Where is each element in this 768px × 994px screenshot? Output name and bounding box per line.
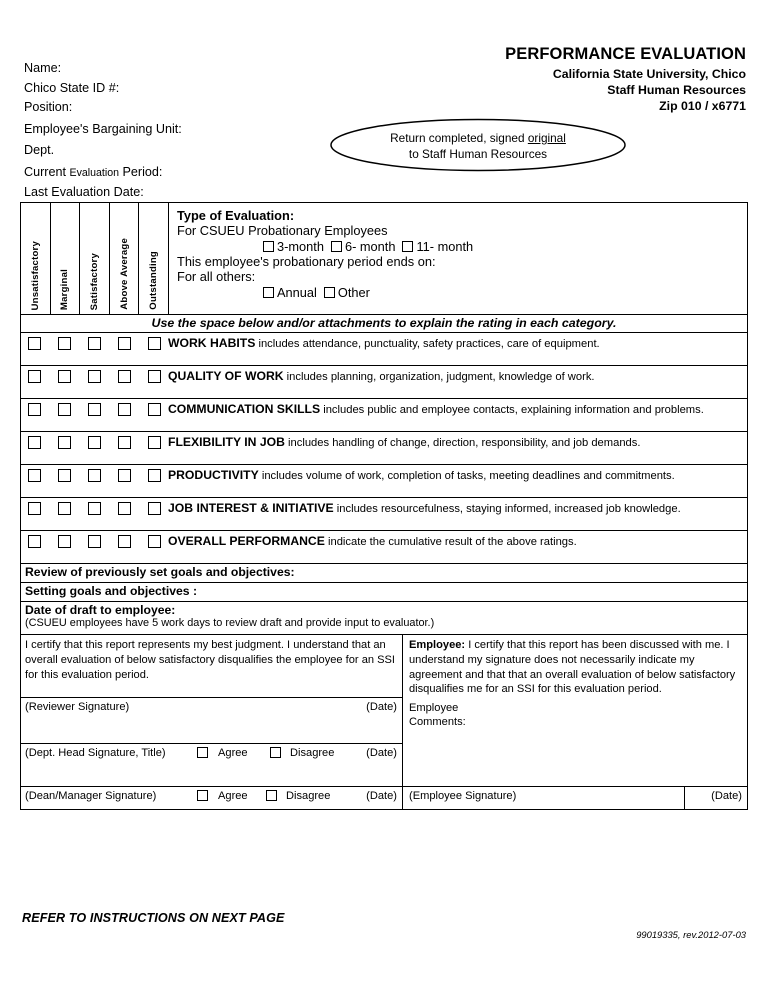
field-label-name: Name: bbox=[24, 61, 62, 75]
category-text bbox=[168, 402, 704, 416]
label-annual: Annual bbox=[277, 284, 317, 300]
employee-signature-divider bbox=[684, 787, 685, 809]
checkbox-dean-manager-disagree[interactable] bbox=[266, 790, 277, 801]
date-of-draft-label: Date of draft to employee: bbox=[25, 602, 176, 617]
stamp-line-1 bbox=[329, 131, 627, 147]
rating-label-unsatisfactory: Unsatisfactory bbox=[29, 240, 41, 310]
checkbox-other[interactable] bbox=[324, 287, 335, 298]
label-dept-head-disagree: Disagree bbox=[290, 746, 335, 759]
category-title: OVERALL PERFORMANCE bbox=[168, 534, 325, 549]
evaluation-table bbox=[20, 202, 748, 810]
category-description: includes resourcefulness, staying informed, increased job knowledge. bbox=[333, 503, 681, 516]
instructions-banner: Use the space below and/or attachments to explain the rating in each category. bbox=[21, 315, 747, 333]
dean-manager-signature-label: (Dean/Manager Signature) bbox=[25, 789, 157, 802]
checkbox-quality-of-work-outstanding[interactable] bbox=[148, 370, 161, 383]
form-header bbox=[0, 0, 768, 199]
employee-comments-label: Employee Comments: bbox=[409, 701, 466, 729]
label-3-month: 3-month bbox=[277, 238, 324, 254]
category-description: includes planning, organization, judgment, knowledge of work. bbox=[283, 371, 595, 384]
stamp-line-1-pre: Return completed, signed bbox=[390, 131, 528, 145]
checkbox-productivity-outstanding[interactable] bbox=[148, 469, 161, 482]
checkbox-dean-manager-agree[interactable] bbox=[197, 790, 208, 801]
stamp-text bbox=[329, 131, 627, 163]
category-row-job-interest-initiative bbox=[21, 498, 747, 531]
reviewer-column bbox=[21, 635, 403, 809]
checkbox-quality-of-work-above-average[interactable] bbox=[118, 370, 131, 383]
employee-signature-label: (Employee Signature) bbox=[409, 789, 517, 802]
field-label-chico-state-id: Chico State ID #: bbox=[24, 80, 120, 95]
rating-checkbox-group bbox=[21, 469, 171, 485]
header-right-block bbox=[505, 44, 746, 114]
category-row-productivity bbox=[21, 465, 747, 498]
checkbox-communication-skills-above-average[interactable] bbox=[118, 403, 131, 416]
employee-signature-row[interactable] bbox=[403, 787, 747, 809]
checkbox-overall-performance-above-average[interactable] bbox=[118, 535, 131, 548]
rating-label-outstanding: Outstanding bbox=[148, 251, 160, 310]
category-text bbox=[168, 468, 675, 482]
label-11-month: 11- month bbox=[416, 238, 474, 254]
rating-checkbox-group bbox=[21, 370, 171, 386]
setting-goals-row[interactable]: Setting goals and objectives : bbox=[21, 583, 747, 602]
checkbox-flexibility-in-job-above-average[interactable] bbox=[118, 436, 131, 449]
category-title: JOB INTEREST & INITIATIVE bbox=[168, 501, 334, 516]
organization-name: California State University, Chico bbox=[552, 66, 746, 81]
category-title: COMMUNICATION SKILLS bbox=[168, 402, 321, 417]
dean-manager-signature-row[interactable] bbox=[21, 787, 402, 809]
date-of-draft-note: (CSUEU employees have 5 work days to review draft and provide input to evaluator.) bbox=[25, 617, 435, 630]
checkbox-communication-skills-outstanding[interactable] bbox=[148, 403, 161, 416]
checkbox-quality-of-work-unsatisfactory[interactable] bbox=[28, 370, 41, 383]
category-title: FLEXIBILITY IN JOB bbox=[168, 435, 285, 450]
return-instructions-stamp bbox=[329, 118, 627, 172]
employee-statement-lead: Employee: bbox=[409, 638, 466, 651]
checkbox-job-interest-satisfactory[interactable] bbox=[88, 502, 101, 515]
rating-label-above-average: Above Average bbox=[118, 238, 130, 310]
checkbox-overall-performance-satisfactory[interactable] bbox=[88, 535, 101, 548]
field-label-last-evaluation-date: Last Evaluation Date: bbox=[24, 184, 144, 199]
rating-column-satisfactory bbox=[80, 203, 110, 314]
rating-column-outstanding bbox=[139, 203, 168, 314]
checkbox-job-interest-marginal[interactable] bbox=[58, 502, 71, 515]
rating-checkbox-group bbox=[21, 502, 171, 518]
reviewer-certification-statement: I certify that this report represents my best judgment. I understand that an overall evaluation of below satisfactory disqualifies the employee for an SSI for this evaluation period. bbox=[21, 635, 402, 698]
employee-statement-body: I certify that this report has been discussed with me. I understand my signature does not necessarily indicate my agreement and that that an overall evaluation of below satisfactory disqualifies me for an SSI for this evaluation period. bbox=[409, 638, 736, 696]
checkbox-productivity-satisfactory[interactable] bbox=[88, 469, 101, 482]
rating-column-headers bbox=[21, 203, 169, 314]
category-description: includes attendance, punctuality, safety practices, care of equipment. bbox=[255, 338, 600, 351]
checkbox-work-habits-outstanding[interactable] bbox=[148, 337, 161, 350]
dept-head-signature-date-label: (Date) bbox=[366, 746, 397, 759]
field-label-current-evaluation-period bbox=[24, 166, 182, 179]
rating-column-marginal bbox=[51, 203, 81, 314]
checkbox-productivity-unsatisfactory[interactable] bbox=[28, 469, 41, 482]
label-6-month: 6- month bbox=[344, 238, 396, 254]
checkbox-work-habits-marginal[interactable] bbox=[58, 337, 71, 350]
reviewer-signature-label: (Reviewer Signature) bbox=[25, 700, 130, 713]
current-period-small: Evaluation bbox=[69, 166, 119, 179]
label-dean-manager-agree: Agree bbox=[218, 789, 248, 802]
category-description: indicate the cumulative result of the above ratings. bbox=[324, 536, 577, 549]
current-period-pre: Current bbox=[24, 164, 70, 179]
checkbox-work-habits-above-average[interactable] bbox=[118, 337, 131, 350]
rating-label-satisfactory: Satisfactory bbox=[88, 252, 100, 310]
category-row-flexibility-in-job bbox=[21, 432, 747, 465]
csueu-probationary-line: For CSUEU Probationary Employees bbox=[177, 223, 388, 239]
rating-checkbox-group bbox=[21, 535, 171, 551]
checkbox-dept-head-disagree[interactable] bbox=[270, 747, 281, 758]
checkbox-quality-of-work-satisfactory[interactable] bbox=[88, 370, 101, 383]
stamp-line-2: to Staff Human Resources bbox=[408, 146, 548, 161]
field-label-dept: Dept. bbox=[24, 143, 55, 158]
label-dept-head-agree: Agree bbox=[218, 746, 248, 759]
other-options-row bbox=[177, 285, 747, 300]
checkbox-overall-performance-unsatisfactory[interactable] bbox=[28, 535, 41, 548]
category-description: includes public and employee contacts, explaining information and problems. bbox=[320, 404, 704, 417]
category-text bbox=[168, 336, 600, 350]
employee-column bbox=[403, 635, 747, 809]
checkbox-6-month[interactable] bbox=[331, 241, 342, 252]
checkbox-job-interest-above-average[interactable] bbox=[118, 502, 131, 515]
type-of-evaluation-block bbox=[169, 203, 747, 314]
employee-certification-statement bbox=[403, 635, 747, 698]
checkbox-quality-of-work-marginal[interactable] bbox=[58, 370, 71, 383]
probationary-period-ends-line: This employee's probationary period ends on: bbox=[177, 254, 436, 270]
review-goals-row[interactable]: Review of previously set goals and objectives: bbox=[21, 564, 747, 583]
checkbox-overall-performance-outstanding[interactable] bbox=[148, 535, 161, 548]
category-description: includes handling of change, direction, responsibility, and job demands. bbox=[284, 437, 641, 450]
type-of-evaluation-heading: Type of Evaluation: bbox=[177, 208, 295, 223]
category-text bbox=[168, 369, 595, 383]
checkbox-flexibility-in-job-unsatisfactory[interactable] bbox=[28, 436, 41, 449]
checkbox-3-month[interactable] bbox=[263, 241, 274, 252]
date-of-draft-row[interactable] bbox=[21, 602, 747, 635]
checkbox-communication-skills-satisfactory[interactable] bbox=[88, 403, 101, 416]
category-title: QUALITY OF WORK bbox=[168, 369, 284, 384]
rating-column-above-average bbox=[110, 203, 140, 314]
rating-column-unsatisfactory bbox=[21, 203, 51, 314]
checkbox-work-habits-satisfactory[interactable] bbox=[88, 337, 101, 350]
for-all-others-line: For all others: bbox=[177, 269, 256, 285]
category-row-overall-performance bbox=[21, 531, 747, 564]
checkbox-flexibility-in-job-marginal[interactable] bbox=[58, 436, 71, 449]
dept-head-signature-row[interactable] bbox=[21, 744, 402, 787]
current-period-post: Period: bbox=[118, 164, 163, 179]
stamp-original-underlined: original bbox=[527, 131, 566, 145]
label-other: Other bbox=[337, 284, 370, 300]
checkbox-overall-performance-marginal[interactable] bbox=[58, 535, 71, 548]
rating-label-marginal: Marginal bbox=[59, 268, 71, 310]
category-description: includes volume of work, completion of tasks, meeting deadlines and commitments. bbox=[258, 470, 675, 483]
category-title: WORK HABITS bbox=[168, 336, 256, 351]
department-name: Staff Human Resources bbox=[607, 82, 746, 97]
checkbox-flexibility-in-job-satisfactory[interactable] bbox=[88, 436, 101, 449]
field-label-position: Position: bbox=[24, 100, 73, 115]
checkbox-communication-skills-unsatisfactory[interactable] bbox=[28, 403, 41, 416]
checkbox-job-interest-unsatisfactory[interactable] bbox=[28, 502, 41, 515]
checkbox-dept-head-agree[interactable] bbox=[197, 747, 208, 758]
rating-checkbox-group bbox=[21, 403, 171, 419]
certification-section bbox=[21, 635, 747, 809]
dept-head-signature-label: (Dept. Head Signature, Title) bbox=[25, 746, 166, 759]
label-dean-manager-disagree: Disagree bbox=[286, 789, 331, 802]
category-text bbox=[168, 534, 577, 548]
checkbox-job-interest-outstanding[interactable] bbox=[148, 502, 161, 515]
document-id-revision: 99019335, rev.2012-07-03 bbox=[636, 929, 746, 940]
checkbox-productivity-marginal[interactable] bbox=[58, 469, 71, 482]
category-text bbox=[168, 435, 640, 449]
reviewer-signature-row[interactable] bbox=[21, 698, 402, 744]
checkbox-work-habits-unsatisfactory[interactable] bbox=[28, 337, 41, 350]
rating-headers-and-type-block bbox=[21, 203, 747, 315]
category-row-communication-skills bbox=[21, 399, 747, 432]
field-label-bargaining-unit: Employee's Bargaining Unit: bbox=[24, 121, 182, 136]
refer-to-instructions-note: REFER TO INSTRUCTIONS ON NEXT PAGE bbox=[22, 911, 285, 925]
probationary-options-row bbox=[177, 239, 747, 254]
header-field-labels bbox=[24, 62, 182, 205]
category-title: PRODUCTIVITY bbox=[168, 468, 259, 483]
checkbox-annual[interactable] bbox=[263, 287, 274, 298]
reviewer-signature-date-label: (Date) bbox=[366, 700, 397, 713]
rating-checkbox-group bbox=[21, 337, 171, 353]
checkbox-productivity-above-average[interactable] bbox=[118, 469, 131, 482]
zip-extension: Zip 010 / x6771 bbox=[659, 99, 746, 114]
category-row-quality-of-work bbox=[21, 366, 747, 399]
page-title: PERFORMANCE EVALUATION bbox=[505, 45, 746, 63]
category-row-work-habits bbox=[21, 333, 747, 366]
checkbox-11-month[interactable] bbox=[402, 241, 413, 252]
rating-checkbox-group bbox=[21, 436, 171, 452]
category-text bbox=[168, 501, 681, 515]
checkbox-flexibility-in-job-outstanding[interactable] bbox=[148, 436, 161, 449]
employee-signature-date-label: (Date) bbox=[711, 789, 742, 802]
checkbox-communication-skills-marginal[interactable] bbox=[58, 403, 71, 416]
dean-manager-signature-date-label: (Date) bbox=[366, 789, 397, 802]
employee-comments-area[interactable] bbox=[403, 698, 747, 787]
